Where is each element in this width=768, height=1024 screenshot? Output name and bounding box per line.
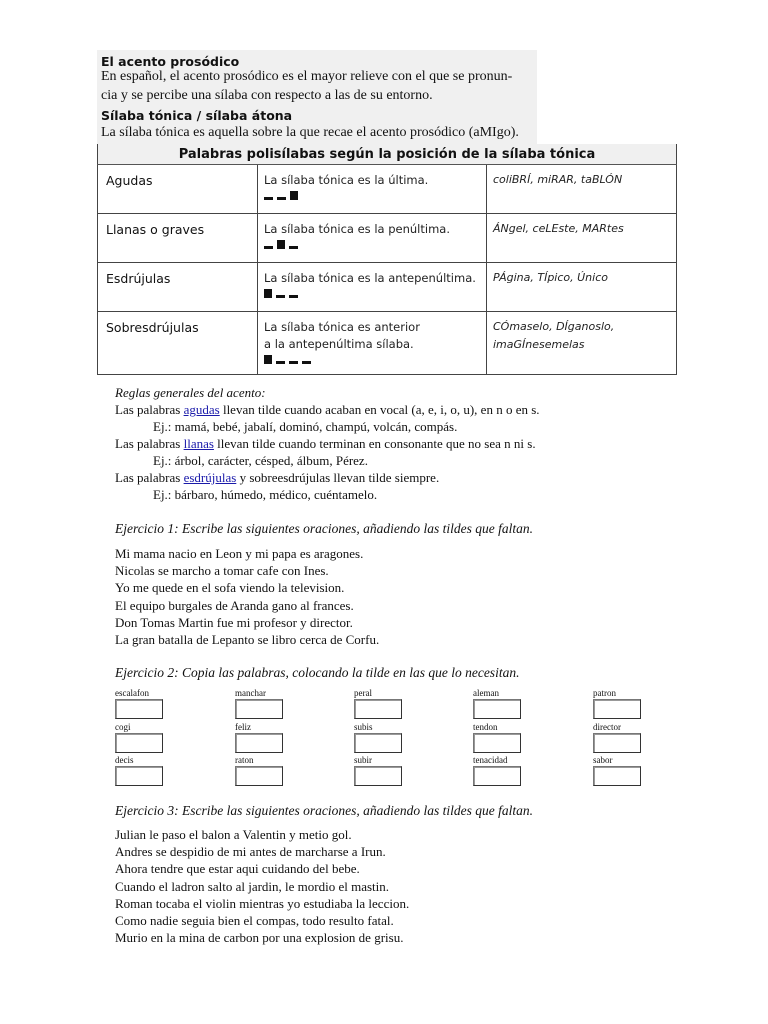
intro-subtitle: Sílaba tónica / sílaba átona <box>101 108 293 123</box>
sentence: Andres se despidio de mi antes de marcharse a Irun. <box>115 844 386 860</box>
word-label: subis <box>354 722 373 732</box>
word-label: escalafon <box>115 688 149 698</box>
word-label: peral <box>354 688 372 698</box>
word-answer-input[interactable] <box>354 766 402 786</box>
intro-line: En español, el acento prosódico es el mayor relieve con el que se pronun- <box>101 69 513 84</box>
exercise-1-title: Ejercicio 1: Escribe las siguientes oraciones, añadiendo las tildes que faltan. <box>115 521 533 536</box>
word-label: patron <box>593 688 616 698</box>
syllable-pattern <box>264 239 480 249</box>
word-cell <box>593 722 703 753</box>
word-cell <box>115 688 225 719</box>
type-examples <box>487 263 677 312</box>
rule-1: Las palabras agudas llevan tilde cuando acaban en vocal (a, e, i, o, u), en n o en s. <box>115 402 540 417</box>
examples-line: ÁNgel, ceLEste, MARtes <box>493 222 624 235</box>
table-row <box>98 263 677 312</box>
intro-line: La sílaba tónica es aquella sobre la que recae el acento prosódico (aMIgo). <box>101 125 519 140</box>
word-answer-input[interactable] <box>115 699 163 719</box>
rule-2: Las palabras llanas llevan tilde cuando terminan en consonante que no sea n ni s. <box>115 436 536 451</box>
syllable-pattern <box>264 190 480 200</box>
word-answer-input[interactable] <box>115 733 163 753</box>
sentence: Don Tomas Martin fue mi profesor y director. <box>115 614 353 630</box>
unstressed-syllable-mark <box>264 246 273 249</box>
word-cell <box>235 688 345 719</box>
description-line: a la antepenúltima sílaba. <box>264 337 414 351</box>
word-answer-input[interactable] <box>354 733 402 753</box>
table-row <box>98 165 677 214</box>
word-label: feliz <box>235 722 251 732</box>
sentence: Como nadie seguia bien el compas, todo resulto fatal. <box>115 913 394 929</box>
word-label: sabor <box>593 755 613 765</box>
sentence: El equipo burgales de Aranda gano al frances. <box>115 597 354 613</box>
sentence: Cuando el ladron salto al jardin, le mordio el mastin. <box>115 878 390 894</box>
word-cell <box>473 755 583 786</box>
unstressed-syllable-mark <box>276 361 285 364</box>
unstressed-syllable-mark <box>277 197 286 200</box>
stressed-syllable-mark <box>264 355 272 364</box>
word-label: cogi <box>115 722 131 732</box>
unstressed-syllable-mark <box>289 361 298 364</box>
word-answer-input[interactable] <box>235 766 283 786</box>
unstressed-syllable-mark <box>264 197 273 200</box>
rule-3: Las palabras esdrújulas y sobreesdrújulas llevan tilde siempre. <box>115 470 440 485</box>
intro-box <box>97 50 537 146</box>
sentence: Julian le paso el balon a Valentin y metio gol. <box>115 827 352 842</box>
word-answer-input[interactable] <box>593 766 641 786</box>
syllable-pattern <box>264 354 480 364</box>
word-cell <box>473 688 583 719</box>
unstressed-syllable-mark <box>289 246 298 249</box>
word-cell <box>354 722 464 753</box>
unstressed-syllable-mark <box>276 295 285 298</box>
examples-line: CÓmaselo, DÍganoslo, <box>493 320 615 333</box>
unstressed-syllable-mark <box>289 295 298 298</box>
link-agudas[interactable]: agudas <box>183 402 220 417</box>
exercise-1-sentences <box>115 545 379 648</box>
type-examples <box>487 165 677 214</box>
word-answer-input[interactable] <box>593 733 641 753</box>
type-description <box>258 165 487 214</box>
word-cell <box>354 688 464 719</box>
word-label: tenacidad <box>473 755 508 765</box>
word-type: Agudas <box>98 165 258 214</box>
word-answer-input[interactable] <box>593 699 641 719</box>
sentence: Yo me quede en el sofa viendo la television. <box>115 580 345 596</box>
description-line: La sílaba tónica es la última. <box>264 173 429 187</box>
table-row <box>98 214 677 263</box>
accent-rules <box>115 384 540 503</box>
word-type: Sobresdrújulas <box>98 312 258 375</box>
word-answer-input[interactable] <box>354 699 402 719</box>
word-answer-input[interactable] <box>473 699 521 719</box>
intro-line: cia y se percibe una sílaba con respecto a las de su entorno. <box>101 88 433 103</box>
stress-table <box>97 144 677 375</box>
type-description <box>258 214 487 263</box>
word-answer-input[interactable] <box>235 699 283 719</box>
word-cell <box>473 722 583 753</box>
word-label: manchar <box>235 688 266 698</box>
word-label: subir <box>354 755 372 765</box>
type-examples <box>487 214 677 263</box>
sentence: Murio en la mina de carbon por una explosion de grisu. <box>115 930 404 946</box>
word-type: Esdrújulas <box>98 263 258 312</box>
word-type: Llanas o graves <box>98 214 258 263</box>
word-cell <box>115 722 225 753</box>
word-label: tendon <box>473 722 498 732</box>
stressed-syllable-mark <box>290 191 298 200</box>
link-esdrujulas[interactable]: esdrújulas <box>183 470 237 485</box>
description-line: La sílaba tónica es la penúltima. <box>264 222 450 236</box>
word-cell <box>235 755 345 786</box>
exercise-2-title: Ejercicio 2: Copia las palabras, colocando la tilde en las que lo necesitan. <box>115 665 520 680</box>
sentence: Mi mama nacio en Leon y mi papa es aragones. <box>115 546 364 561</box>
sentence: Roman tocaba el violin mientras yo estudiaba la leccion. <box>115 895 410 911</box>
word-answer-input[interactable] <box>473 766 521 786</box>
word-cell <box>115 755 225 786</box>
description-line: La sílaba tónica es la antepenúltima. <box>264 271 476 285</box>
table-row <box>98 312 677 375</box>
examples-line: PÁgina, TÍpico, Único <box>493 271 608 284</box>
examples-line: imaGÍnesemelas <box>493 338 585 351</box>
word-cell <box>354 755 464 786</box>
exercise-3-sentences <box>115 826 409 946</box>
stressed-syllable-mark <box>264 289 272 298</box>
word-cell <box>235 722 345 753</box>
sentence: La gran batalla de Lepanto se libro cerca de Corfu. <box>115 632 380 648</box>
sentence: Ahora tendre que estar aqui cuidando del bebe. <box>115 861 360 877</box>
word-cell <box>593 688 703 719</box>
syllable-pattern <box>264 288 480 298</box>
word-answer-input[interactable] <box>473 733 521 753</box>
word-cell <box>593 755 703 786</box>
rules-title: Reglas generales del acento: <box>115 385 266 400</box>
type-description <box>258 263 487 312</box>
exercise-3-title: Ejercicio 3: Escribe las siguientes oraciones, añadiendo las tildes que faltan. <box>115 803 533 818</box>
word-label: aleman <box>473 688 499 698</box>
examples-line: coliBRÍ, miRAR, taBLÓN <box>493 173 623 186</box>
sentence: Nicolas se marcho a tomar cafe con Ines. <box>115 563 329 579</box>
type-description <box>258 312 487 375</box>
word-label: raton <box>235 755 254 765</box>
table-header: Palabras polisílabas según la posición de la sílaba tónica <box>98 144 677 165</box>
word-label: decis <box>115 755 134 765</box>
unstressed-syllable-mark <box>302 361 311 364</box>
rule-3-example: Ej.: bárbaro, húmedo, médico, cuéntamelo. <box>153 487 378 502</box>
word-label: director <box>593 722 621 732</box>
word-answer-input[interactable] <box>115 766 163 786</box>
word-answer-input[interactable] <box>235 733 283 753</box>
type-examples <box>487 312 677 375</box>
rule-1-example: Ej.: mamá, bebé, jabalí, dominó, champú, volcán, compás. <box>153 419 458 434</box>
intro-title: El acento prosódico <box>101 54 240 69</box>
link-llanas[interactable]: llanas <box>183 436 214 451</box>
rule-2-example: Ej.: árbol, carácter, césped, álbum, Pérez. <box>153 453 368 468</box>
stressed-syllable-mark <box>277 240 285 249</box>
description-line: La sílaba tónica es anterior <box>264 320 420 334</box>
